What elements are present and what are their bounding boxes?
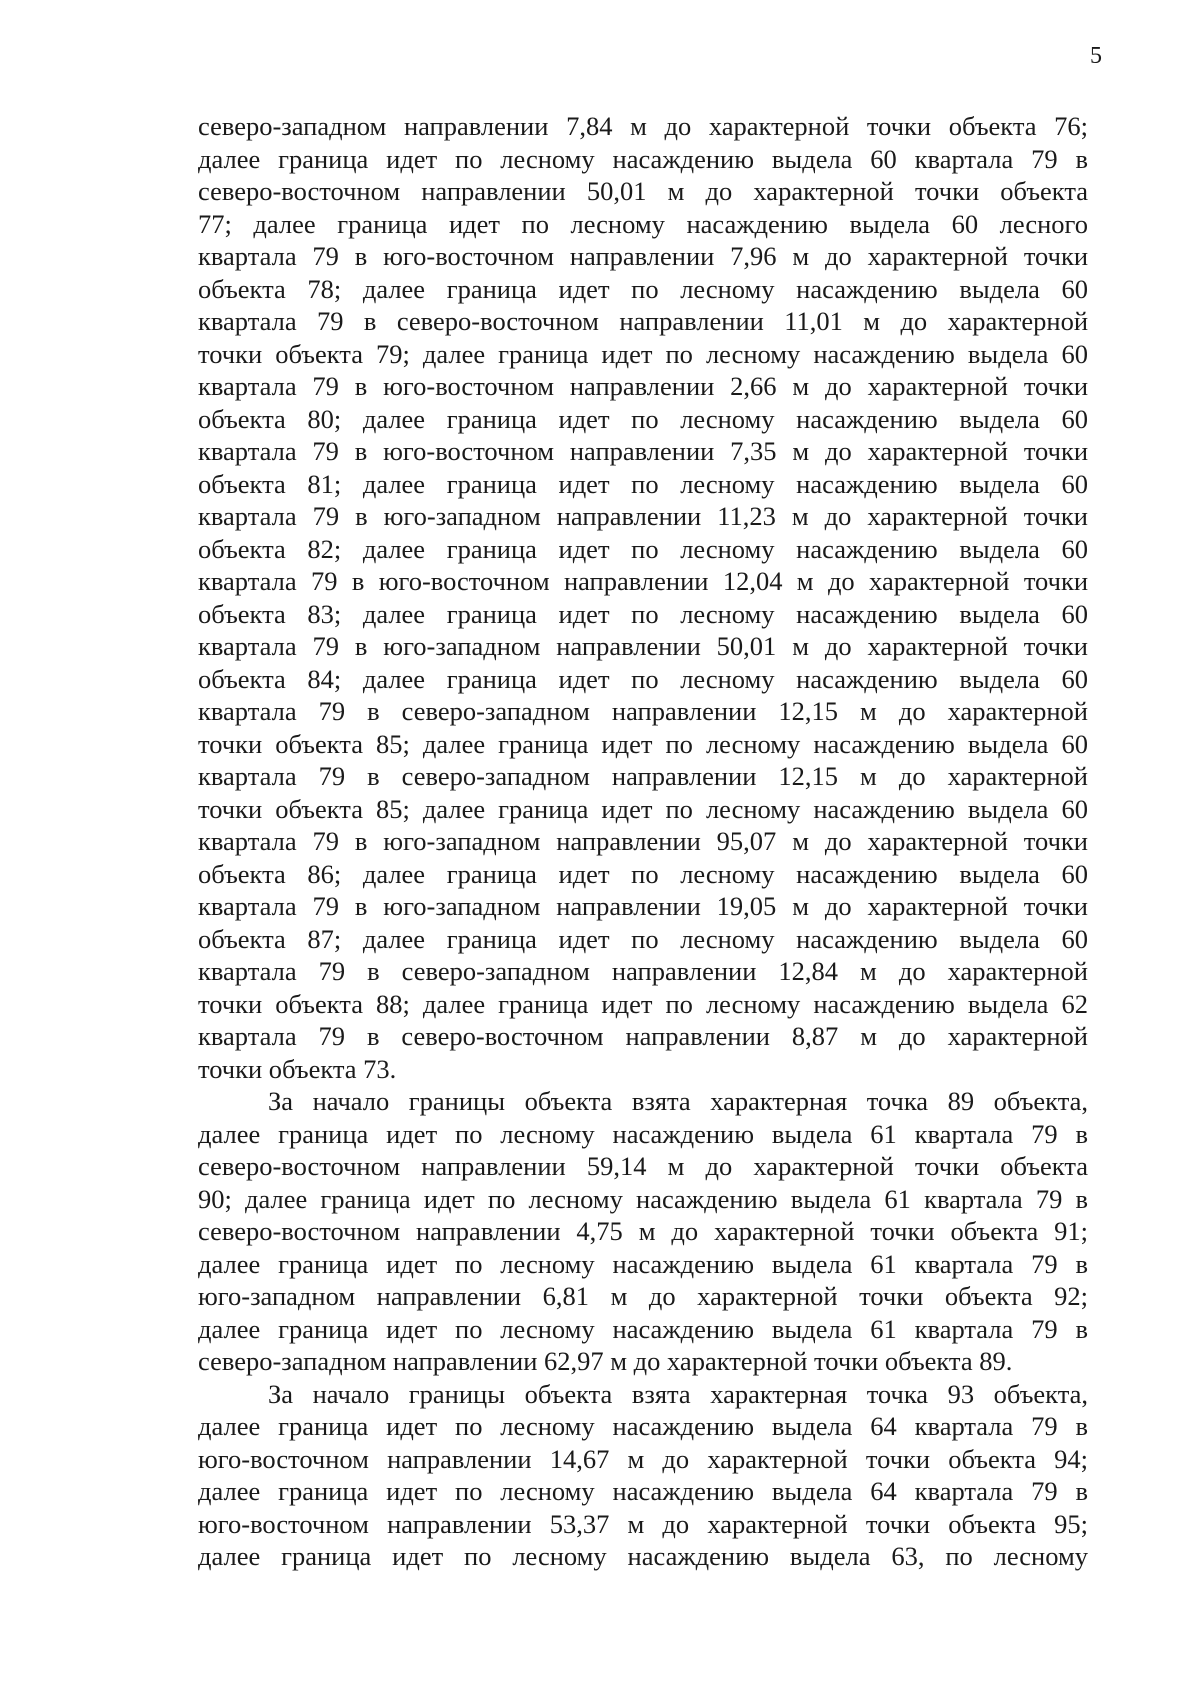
- text-line: объекта 80; далее граница идет по лесному насаждению выдела 60: [198, 403, 1088, 434]
- text-line: объекта 81; далее граница идет по лесному насаждению выдела 60: [198, 468, 1088, 499]
- text-line: объекта 82; далее граница идет по лесному насаждению выдела 60: [198, 533, 1088, 564]
- text-line: объекта 87; далее граница идет по лесному насаждению выдела 60: [198, 923, 1088, 954]
- page-number: 5: [1090, 43, 1102, 69]
- text-line: юго-восточном направлении 53,37 м до характерной точки объекта 95;: [198, 1508, 1088, 1539]
- text-line: далее граница идет по лесному насаждению выдела 60 квартала 79 в: [198, 143, 1088, 174]
- text-line: северо-западном направлении 7,84 м до характерной точки объекта 76;: [198, 111, 1088, 141]
- paragraph-2: [198, 1085, 1088, 1378]
- text-line: квартала 79 в юго-западном направлении 50,01 м до характерной точки: [198, 631, 1088, 661]
- text-line: далее граница идет по лесному насаждению выдела 61 квартала 79 в: [198, 1248, 1088, 1279]
- text-line: квартала 79 в юго-западном направлении 19,05 м до характерной точки: [198, 891, 1088, 921]
- text-line: 90; далее граница идет по лесному насаждению выдела 61 квартала 79 в: [198, 1183, 1088, 1214]
- text-line: За начало границы объекта взята характерная точка 93 объекта,: [268, 1378, 1088, 1409]
- text-line: За начало границы объекта взята характерная точка 89 объекта,: [268, 1086, 1088, 1116]
- text-line: юго-восточном направлении 14,67 м до характерной точки объекта 94;: [198, 1443, 1088, 1474]
- text-line: далее граница идет по лесному насаждению выдела 63, по лесному: [198, 1541, 1088, 1571]
- text-line: северо-западном направлении 62,97 м до характерной точки объекта 89.: [198, 1346, 1013, 1376]
- text-line: северо-восточном направлении 59,14 м до характерной точки объекта: [198, 1151, 1088, 1181]
- text-line: далее граница идет по лесному насаждению выдела 61 квартала 79 в: [198, 1313, 1088, 1344]
- text-line: юго-западном направлении 6,81 м до характерной точки объекта 92;: [198, 1281, 1088, 1311]
- text-line: объекта 78; далее граница идет по лесному насаждению выдела 60: [198, 273, 1088, 304]
- document-body: [198, 110, 1088, 1573]
- text-line: точки объекта 85; далее граница идет по лесному насаждению выдела 60: [198, 793, 1088, 824]
- text-line: объекта 86; далее граница идет по лесному насаждению выдела 60: [198, 858, 1088, 889]
- text-line: квартала 79 в юго-восточном направлении 7,96 м до характерной точки: [198, 241, 1088, 271]
- text-line: квартала 79 в северо-западном направлении 12,15 м до характерной: [198, 696, 1088, 726]
- text-line: квартала 79 в юго-западном направлении 95,07 м до характерной точки: [198, 826, 1088, 856]
- text-line: точки объекта 73.: [198, 1053, 397, 1084]
- text-line: далее граница идет по лесному насаждению выдела 64 квартала 79 в: [198, 1411, 1088, 1441]
- paragraph-3: [198, 1378, 1088, 1573]
- text-line: северо-восточном направлении 50,01 м до характерной точки объекта: [198, 176, 1088, 206]
- text-line: точки объекта 79; далее граница идет по лесному насаждению выдела 60: [198, 338, 1088, 369]
- text-line: северо-восточном направлении 4,75 м до характерной точки объекта 91;: [198, 1216, 1088, 1246]
- text-line: 77; далее граница идет по лесному насаждению выдела 60 лесного: [198, 208, 1088, 239]
- text-line: далее граница идет по лесному насаждению выдела 64 квартала 79 в: [198, 1476, 1088, 1506]
- text-line: квартала 79 в юго-западном направлении 11,23 м до характерной точки: [198, 501, 1088, 531]
- text-line: далее граница идет по лесному насаждению выдела 61 квартала 79 в: [198, 1118, 1088, 1149]
- text-line: квартала 79 в северо-восточном направлении 8,87 м до характерной: [198, 1021, 1088, 1051]
- text-line: объекта 84; далее граница идет по лесному насаждению выдела 60: [198, 663, 1088, 694]
- text-line: объекта 83; далее граница идет по лесному насаждению выдела 60: [198, 598, 1088, 629]
- text-line: квартала 79 в юго-восточном направлении 2,66 м до характерной точки: [198, 371, 1088, 401]
- text-line: квартала 79 в северо-восточном направлении 11,01 м до характерной: [198, 306, 1088, 336]
- text-line: квартала 79 в северо-западном направлении 12,15 м до характерной: [198, 761, 1088, 791]
- text-line: точки объекта 88; далее граница идет по лесному насаждению выдела 62: [198, 988, 1088, 1019]
- text-line: точки объекта 85; далее граница идет по лесному насаждению выдела 60: [198, 728, 1088, 759]
- text-line: квартала 79 в юго-восточном направлении 7,35 м до характерной точки: [198, 436, 1088, 466]
- text-line: квартала 79 в северо-западном направлении 12,84 м до характерной: [198, 956, 1088, 986]
- paragraph-1: [198, 110, 1088, 1085]
- text-line: квартала 79 в юго-восточном направлении 12,04 м до характерной точки: [198, 566, 1088, 596]
